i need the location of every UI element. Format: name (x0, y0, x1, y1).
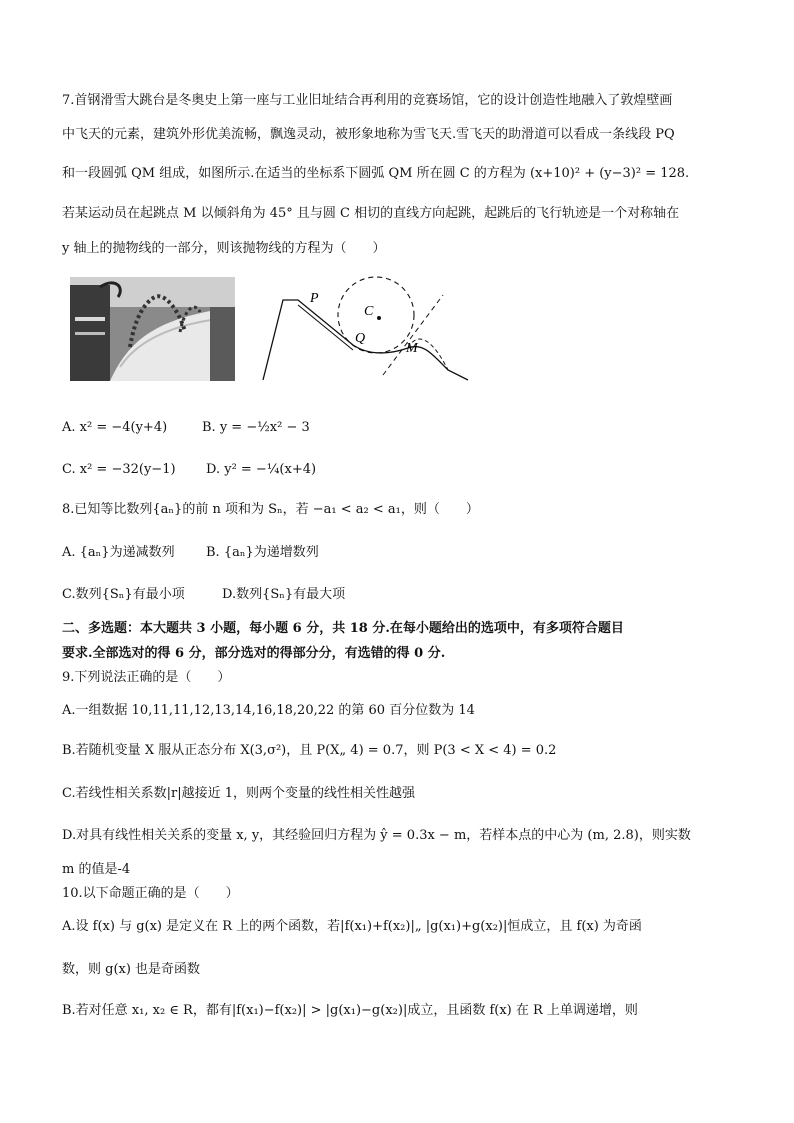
ski-slope-diagram (258, 270, 473, 385)
label-m: M (406, 341, 418, 356)
q8-option-d: D.数列{Sₙ}有最大项 (222, 587, 346, 602)
q7-line-2: 中飞天的元素，建筑外形优美流畅，飘逸灵动，被形象地称为雪飞天.雪飞天的助滑道可以看成一条线段 PQ (62, 127, 675, 142)
section-2-heading-line-2: 要求.全部选对的得 6 分，部分选对的得部分分，有选错的得 0 分. (62, 646, 446, 661)
label-c: C (364, 304, 374, 319)
q7-option-b: B. y = −½x² − 3 (202, 420, 310, 435)
q8-option-b: B. {aₙ}为递增数列 (206, 545, 319, 560)
q8-option-a: A. {aₙ}为递减数列 (62, 545, 175, 560)
q10-option-a-line-2: 数，则 g(x) 也是奇函数 (62, 962, 201, 977)
label-p: P (310, 291, 319, 306)
q10-option-b-line-1: B.若对任意 x₁, x₂ ∈ R，都有|f(x₁)−f(x₂)| > |g(x₁)−g(x₂)|成立，且函数 f(x) 在 R 上单调递增，则 (62, 1003, 638, 1018)
q9-option-d-line-1: D.对具有线性相关关系的变量 x, y，其经验回归方程为 ŷ = 0.3x − m，若样本点的中心为 (m, 2.8)，则实数 (62, 828, 691, 843)
q9-option-b: B.若随机变量 X 服从正态分布 X(3,σ²)，且 P(X„ 4) = 0.7，则 P(3 < X < 4) = 0.2 (62, 743, 557, 758)
q10-option-a-line-1: A.设 f(x) 与 g(x) 是定义在 R 上的两个函数，若|f(x₁)+f(x₂)|„ |g(x₁)+g(x₂)|恒成立，且 f(x) 为奇函 (62, 919, 642, 934)
q9-stem: 9.下列说法正确的是（ ） (62, 670, 231, 685)
q9-option-d-line-2: m 的值是-4 (62, 862, 131, 877)
q9-option-a: A.一组数据 10,11,11,12,13,14,16,18,20,22 的第 60 百分位数为 14 (62, 703, 475, 718)
q10-stem: 10.以下命题正确的是（ ） (62, 886, 239, 901)
q9-option-c: C.若线性相关系数|r|越接近 1，则两个变量的线性相关性越强 (62, 786, 415, 801)
q7-option-c: C. x² = −32(y−1) (62, 462, 176, 477)
ski-jump-photo-image (70, 277, 235, 381)
q7-line-1: 7.首钢滑雪大跳台是冬奥史上第一座与工业旧址结合再利用的竞赛场馆，它的设计创造性地融入了敦煌壁画 (62, 93, 673, 108)
label-q: Q (355, 331, 366, 346)
q7-line-5: y 轴上的抛物线的一部分，则该抛物线的方程为（ ） (62, 241, 386, 256)
q7-option-a: A. x² = −4(y+4) (62, 420, 168, 435)
ski-jump-photo (70, 277, 235, 381)
section-2-heading-line-1: 二、多选题：本大题共 3 小题，每小题 6 分，共 18 分.在每小题给出的选项中，有多项符合题目 (62, 621, 624, 636)
q7-option-d: D. y² = −¼(x+4) (206, 462, 317, 477)
q7-line-3: 和一段圆弧 QM 组成，如图所示.在适当的坐标系下圆弧 QM 所在圆 C 的方程为 (x+10)² + (y−3)² = 128. (62, 166, 690, 181)
q8-stem: 8.已知等比数列{aₙ}的前 n 项和为 Sₙ，若 −a₁ < a₂ < a₁，则（ ） (62, 502, 479, 517)
q7-line-4: 若某运动员在起跳点 M 以倾斜角为 45° 且与圆 C 相切的直线方向起跳，起跳后的飞行轨迹是一个对称轴在 (62, 206, 680, 221)
q8-option-c: C.数列{Sₙ}有最小项 (62, 587, 185, 602)
